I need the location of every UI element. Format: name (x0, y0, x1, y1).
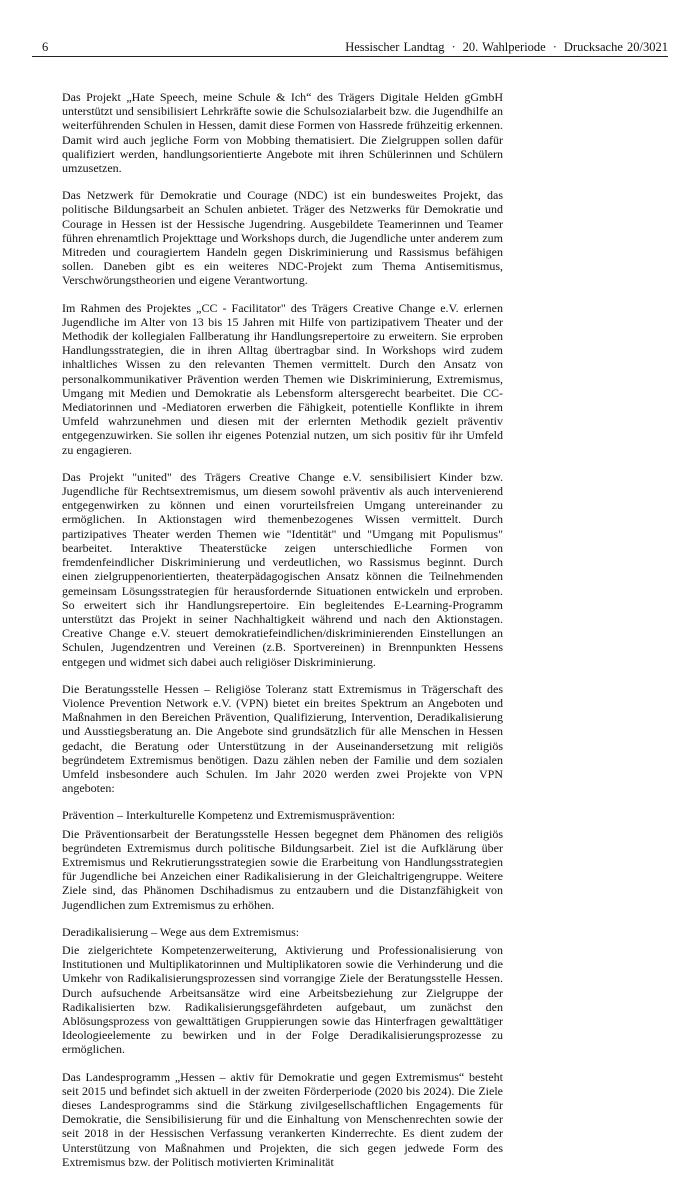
separator: · (552, 40, 557, 54)
prevention-heading: Prävention – Interkulturelle Kompetenz und Extremismusprävention: (62, 808, 395, 823)
paragraph-landesprogramm: Das Landesprogramm „Hessen – aktiv für Demokratie und gegen Extremismus“ besteht seit 2015 und befindet sich aktuell in der zweiten Förderperiode (2020 bis 2024). Die Ziele dieses Landesprogramms sind die Stärkung zivilgesellschaftlichen Engagements für Demokratie, die Sensibilisierung für und die Einhaltung von Menschenrechten sowie der seit 2018 in der Hessischen Verfassung verankerten Kinderrechte. Es dient zudem der Unterstützung von Maßnahmen und Projekten, die sich gegen jedwede Form des Extremismus bzw. der Politisch motivierten Kriminalität (62, 1069, 503, 1169)
separator: · (451, 40, 456, 54)
prevention-text: Die Präventionsarbeit der Beratungsstelle Hessen begegnet dem Phänomen des religiös begründeten Extremismus durch politische Bildungsarbeit. Ziel ist die Aufklärung über Extremismus und Rekrutierungsstrategien sowie die Erarbeitung von Handlungsstrategien für Jugendliche bei Anzeichen einer Radikalisierung in der Gleichaltrigengruppe. Weitere Ziele sind, das Phänomen Dschihadismus zu entzaubern und die Distanzfähigkeit von Jugendlichen zum Extremismus zu erhöhen. (62, 826, 503, 912)
paragraph-hate-speech: Das Projekt „Hate Speech, meine Schule & Ich“ des Trägers Digitale Helden gGmbH unterstützt und sensibilisiert Lehrkräfte sowie die Schulsozialarbeit bzw. die Jugendhilfe an weiterführenden Schulen in Hessen, damit diese Formen von Hassrede frühzeitig erkennen. Damit wird auch jegliche Form von Mobbing thematisiert. Die Zielgruppen sollen dafür qualifiziert werden, handlungsorientierte Angebote mit ihren Schülerinnen und Schülern umzusetzen. (62, 90, 503, 176)
paragraph-beratungsstelle: Die Beratungsstelle Hessen – Religiöse Toleranz statt Extremismus in Trägerschaft des Violence Prevention Network e.V. (VPN) bietet ein breites Spektrum an Angeboten und Maßnahmen in den Bereichen Prävention, Qualifizierung, Intervention, Deradikalisierung und Ausstiegsberatung an. Die Angebote sind grundsätzlich für alle Menschen in Hessen gedacht, die Beratung oder Unterstützung in der Auseinandersetzung mit religiös begründetem Extremismus benötigen. Dazu zählen neben der Familie und dem sozialen Umfeld insbesondere auch Schulen. Im Jahr 2020 werden zwei Projekte von VPN angeboten: (62, 681, 503, 796)
page-number: 6 (42, 40, 49, 54)
document-number: Drucksache 20/3021 (563, 40, 668, 54)
deradicalization-heading: Deradikalisierung – Wege aus dem Extremismus: (62, 924, 300, 939)
page-header (32, 40, 668, 57)
paragraph-united: Das Projekt "united" des Trägers Creative Change e.V. sensibilisiert Kinder bzw. Jugendliche für Rechtsextremismus, um diesem sowohl präventiv als auch intervenierend entgegenwirken zu können und einen vorurteilsfreien Umgang untereinander zu ermöglichen. In Aktionstagen wird themenbezogenes Wissen vermittelt. Durch partizipatives Theater werden Themen wie "Identität" und "Umgang mit Populismus" bearbeitet. Interaktive Theaterstücke zeigen unterschiedliche Formen von fremdenfeindlicher Diskriminierung und verdeutlichen, wo Rassismus beginnt. Durch einen zielgruppenorientierten, theaterpädagogischen Ansatz können die Teilnehmenden gemeinsam Lösungsstrategien für herausfordernde Situationen entwickeln und erproben. So erweitert sich ihr Handlungsrepertoire. Ein begleitendes E-Learning-Programm unterstützt das Projekt in seiner Nachhaltigkeit während und nach den Aktionstagen. Creative Change e.V. steuert demokratiefeindlichen/diskriminierenden Einstellungen an Schulen, Jugendzentren und Vereinen (z.B. Sportvereinen) in Brennpunkten Hessens entgegen und widmet sich dabei auch religiöser Diskriminierung. (62, 469, 503, 669)
document-body (62, 90, 503, 1182)
paragraph-cc-facilitator: Im Rahmen des Projektes „CC - Facilitator" des Trägers Creative Change e.V. erlernen Jugendliche im Alter von 13 bis 15 Jahren mit Hilfe von partizipativem Theater und der Methodik der kollegialen Fallberatung ihr Handlungsrepertoire zu erweitern. Sie erproben Handlungsstrategien, die in ihren Alltag übertragbar sind. In Workshops wird zudem inhaltliches Wissen zu den relevanten Themen vermittelt. Durch den Ansatz von personalkommunikativer Prävention werden Themen wie Diskriminierung, Extremismus, Umgang mit Medien und Demokratie als Lebensform altersgerecht bearbeitet. Die CC-Mediatorinnen und -Mediatoren erwerben die Fähigkeit, potentielle Konflikte in ihrem Umfeld wahrzunehmen und diesen mit der erlernten Methodik gezielt präventiv entgegenzuwirken. Sie sollen ihr eigenes Potenzial nutzen, um sich positiv für ihr Umfeld zu engagieren. (62, 300, 503, 457)
document-meta (345, 40, 668, 54)
publisher: Hessischer Landtag (345, 40, 445, 54)
deradicalization-text: Die zielgerichtete Kompetenzerweiterung, Aktivierung und Professionalisierung von Institutionen und Multiplikatorinnen und Multiplikatoren sowie die Verhinderung und die Umkehr von Radikalisierungsprozessen sind vorrangige Ziele der Beratungsstelle Hessen. Durch aufsuchende Arbeitsansätze wird eine Arbeitsbeziehung zur Zielgruppe der Radikalisierten bzw. Radikalisierungsgefährdeten aufgebaut, um zunächst den Ablösungsprozess von gewalttätigen Gruppierungen sowie das Hinterfragen gewalttätiger Ideologieelemente zu bewirken und in der Folge Deradikalisierungsprozesse zu ermöglichen. (62, 942, 503, 1057)
legislative-period: 20. Wahlperiode (462, 40, 546, 54)
paragraph-ndc: Das Netzwerk für Demokratie und Courage (NDC) ist ein bundesweites Projekt, das politische Bildungsarbeit an Schulen anbietet. Träger des Netzwerks für Demokratie und Courage in Hessen ist der Hessische Jugendring. Ausgebildete Teamerinnen und Teamer führen ehrenamtlich Projekttage und Workshops durch, die Jugendliche unter anderem zum Mitreden und couragiertem Handeln gegen Diskriminierung und Rassismus befähigen sollen. Daneben gibt es ein weiteres NDC-Projekt zum Thema Antisemitismus, Verschwörungstheorien und eigene Verantwortung. (62, 188, 503, 288)
